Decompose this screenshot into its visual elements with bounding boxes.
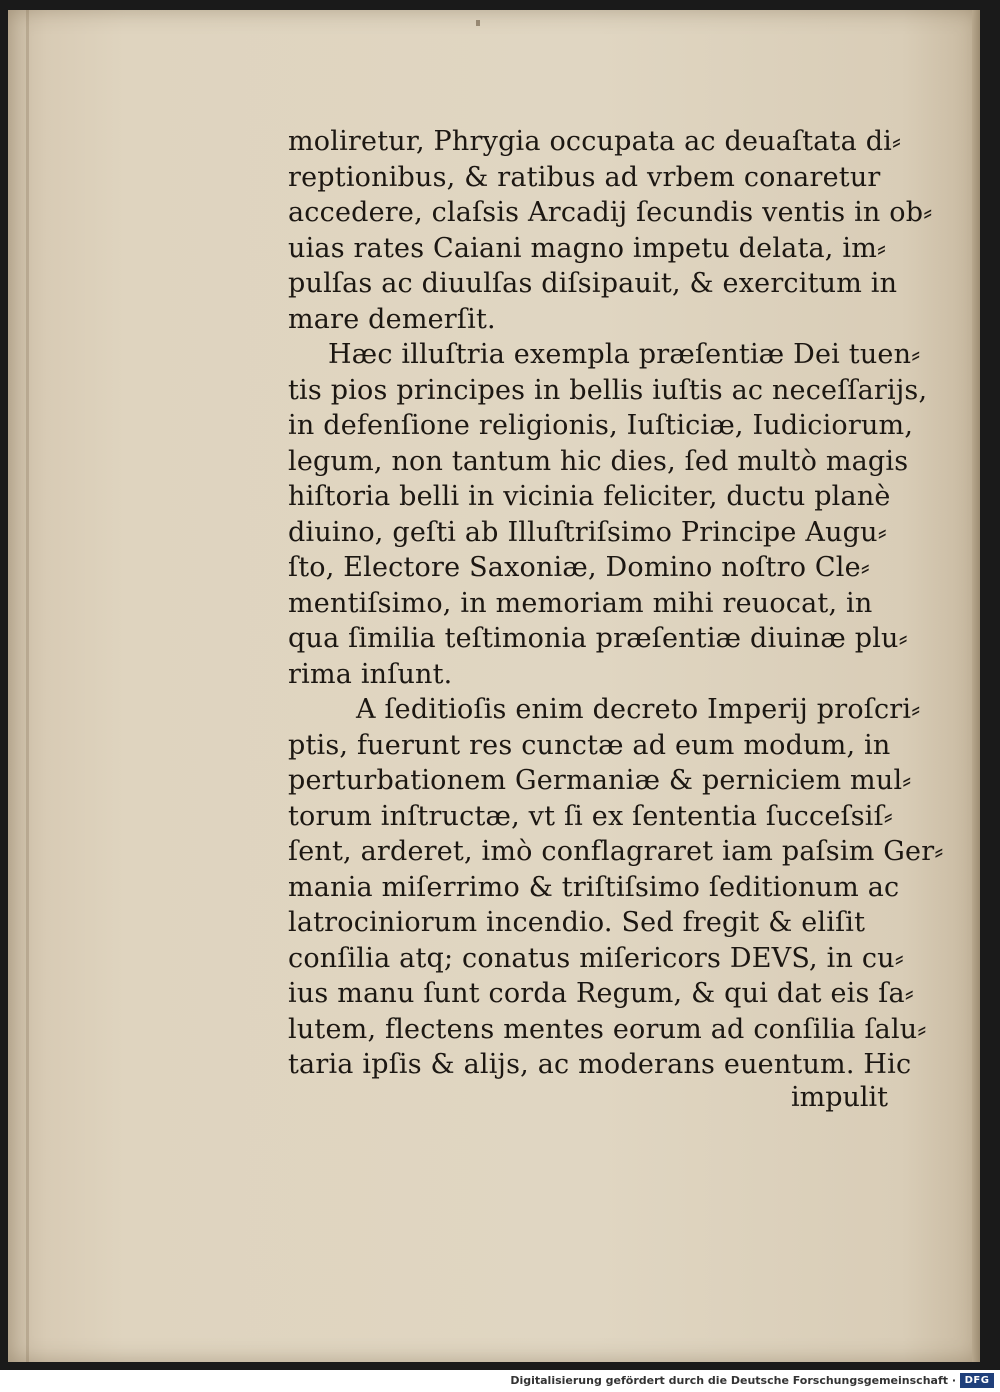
text-line: ſto, Electore Saxoniæ, Domino noſtro Cle⸗ <box>288 552 870 583</box>
text-line: ius manu ſunt corda Regum, & qui dat eis ſa⸗ <box>288 978 914 1009</box>
text-line: uias rates Caiani magno impetu delata, im⸗ <box>288 232 887 264</box>
text-line: tis pios principes in bellis iuſtis ac neceſſarijs, <box>288 374 928 406</box>
text-line: accedere, claſsis Arcadij ſecundis ventis in ob⸗ <box>288 197 933 228</box>
text-line: qua ſimilia teſtimonia præſentiæ diuinæ plu⸗ <box>288 623 908 654</box>
text-line: moliretur, Phrygia occupata ac deuaſtata di⸗ <box>288 126 902 157</box>
page-fold <box>26 10 29 1362</box>
page-edge <box>972 10 980 1362</box>
text-line: mania miſerrimo & triſtiſsimo ſeditionum ac <box>288 871 900 903</box>
text-line: taria ipſis & alijs, ac moderans euentum. Hic <box>288 1049 912 1080</box>
text-line: ptis, fuerunt res cunctæ ad eum modum, in <box>288 729 891 761</box>
catchword: impulit <box>790 1082 888 1113</box>
text-line: mare demerſit. <box>288 303 496 335</box>
text-line: reptionibus, & ratibus ad vrbem conaretur <box>288 161 881 193</box>
text-line: diuino, geſti ab Illuſtriſsimo Principe Augu⸗ <box>288 516 887 548</box>
text-line: lutem, flectens mentes eorum ad conſilia ſalu⸗ <box>288 1013 927 1045</box>
text-line: Hæc illuſtria exempla præſentiæ Dei tuen⸗ <box>328 339 921 370</box>
dfg-logo: DFG <box>960 1373 994 1388</box>
text-line: rima inſunt. <box>288 658 453 690</box>
footer-bar <box>0 1370 1000 1392</box>
funding-credit: Digitalisierung gefördert durch die Deutsche Forschungsgemeinschaft · <box>510 1374 956 1387</box>
text-line: ſent, arderet, imò conflagraret iam paſsim Ger⸗ <box>288 836 944 867</box>
text-line: perturbationem Germaniæ & perniciem mul⸗ <box>288 765 912 796</box>
text-line: torum inſtructæ, vt ſi ex ſententia ſucceſsiſ⸗ <box>288 800 893 832</box>
text-line: latrociniorum incendio. Sed fregit & eliſit <box>288 907 866 938</box>
text-line: A ſeditioſis enim decreto Imperij proſcri⸗ <box>356 694 921 725</box>
text-line: hiſtoria belli in vicinia feliciter, ductu planè <box>288 481 891 512</box>
body-text <box>288 124 944 1083</box>
text-line: mentiſsimo, in memoriam mihi reuocat, in <box>288 587 873 619</box>
text-line: conſilia atq; conatus miſericors DEVS, in cu⸗ <box>288 942 904 974</box>
text-line: in defenſione religionis, Iuſticiæ, Iudiciorum, <box>288 410 914 441</box>
text-line: pulſas ac diuulſas diſsipauit, & exercitum in <box>288 268 898 299</box>
text-line: legum, non tantum hic dies, ſed multò magis <box>288 445 909 477</box>
ink-mark <box>476 20 480 26</box>
